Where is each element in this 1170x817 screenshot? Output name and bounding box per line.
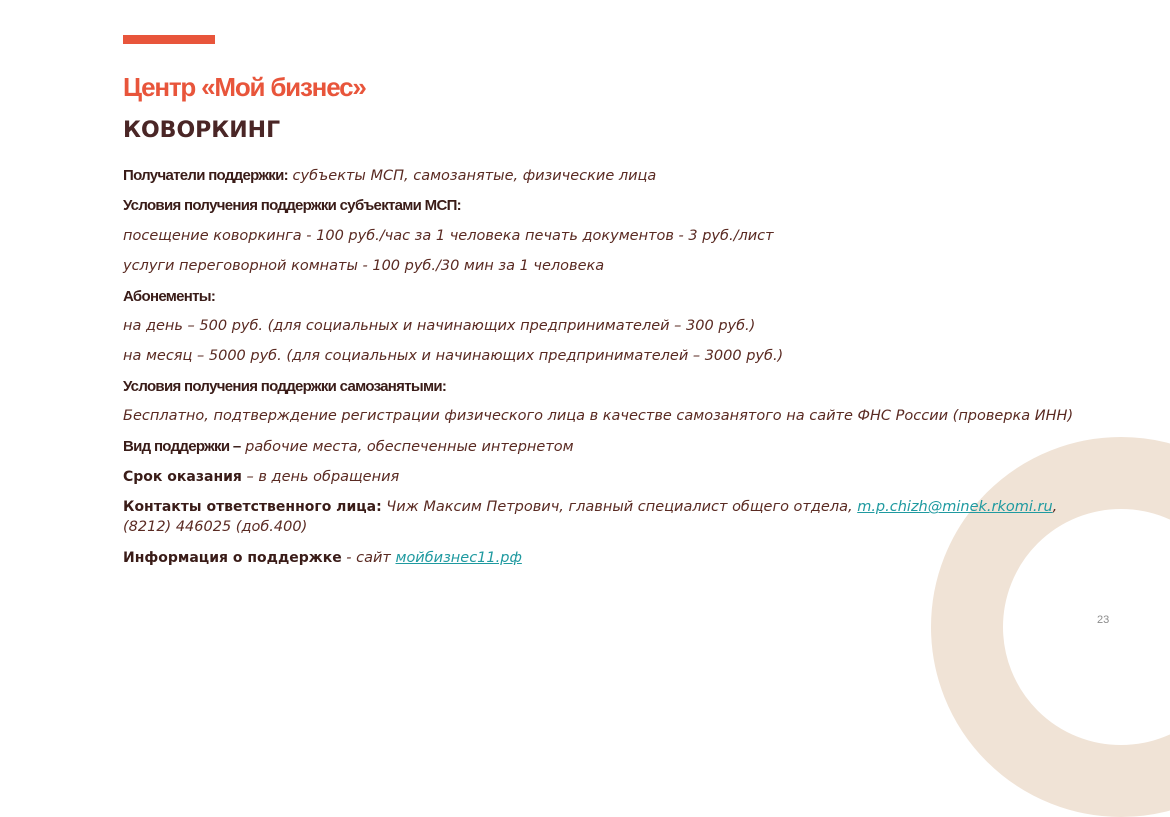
contacts-line	[123, 497, 1143, 537]
msp-condition-2	[123, 256, 1143, 276]
info-value: - сайт	[341, 549, 396, 566]
subscription-month-text: на месяц – 5000 руб. (для социальных и начинающих предпринимателей – 3000 руб.)	[123, 348, 784, 365]
page-number: 23	[1097, 614, 1110, 626]
selfemployed-condition	[123, 406, 1143, 426]
support-type-line	[123, 437, 1143, 457]
msp-condition-1-text: посещение коворкинга - 100 руб./час за 1 человека печать документов - 3 руб./лист	[123, 227, 774, 244]
msp-condition-2-text: услуги переговорной комнаты - 100 руб./30 мин за 1 человека	[123, 258, 605, 275]
support-type-value: рабочие места, обеспеченные интернетом	[240, 438, 574, 455]
contacts-phone: (8212) 446025 (доб.400)	[123, 519, 308, 536]
term-label: Срок оказания	[123, 468, 242, 485]
subscription-month	[123, 346, 1143, 366]
recipients-value: субъекты МСП, самозанятые, физические лица	[287, 168, 657, 184]
subscriptions-label: Абонементы:	[123, 287, 216, 305]
accent-bar	[123, 35, 215, 44]
selfemployed-value: Бесплатно, подтверждение регистрации физического лица в качестве самозанятого на сайте ФНС России (проверка ИНН)	[123, 408, 1074, 425]
contacts-comma: ,	[1052, 499, 1058, 516]
contacts-label: Контакты ответственного лица:	[123, 499, 382, 516]
slide-title: Центр «Мой бизнес»	[123, 72, 366, 102]
term-value: – в день обращения	[241, 468, 400, 485]
info-site-link[interactable]: мойбизнес11.рф	[395, 549, 522, 566]
info-line	[123, 548, 1143, 568]
selfemployed-heading	[123, 377, 1143, 396]
selfemployed-label: Условия получения поддержки самозанятыми:	[123, 377, 447, 395]
msp-conditions-heading	[123, 196, 1143, 215]
subscription-day-text: на день – 500 руб. (для социальных и начинающих предпринимателей – 300 руб.)	[123, 317, 756, 334]
contacts-email-link[interactable]: m.p.chizh@minek.rkomi.ru	[857, 499, 1053, 516]
support-type-label: Вид поддержки –	[123, 437, 241, 455]
subscription-day	[123, 316, 1143, 336]
recipients-line	[123, 166, 1143, 186]
contacts-value: Чиж Максим Петрович, главный специалист общего отдела,	[381, 499, 858, 516]
recipients-label: Получатели поддержки:	[123, 167, 288, 184]
subscriptions-heading	[123, 287, 1143, 306]
msp-conditions-label: Условия получения поддержки субъектами МСП:	[123, 197, 461, 215]
term-line	[123, 467, 1143, 487]
slide-subtitle: КОВОРКИНГ	[123, 118, 281, 143]
info-label: Информация о поддержке	[123, 549, 342, 566]
msp-condition-1	[123, 226, 1143, 246]
slide-content	[123, 166, 1143, 578]
